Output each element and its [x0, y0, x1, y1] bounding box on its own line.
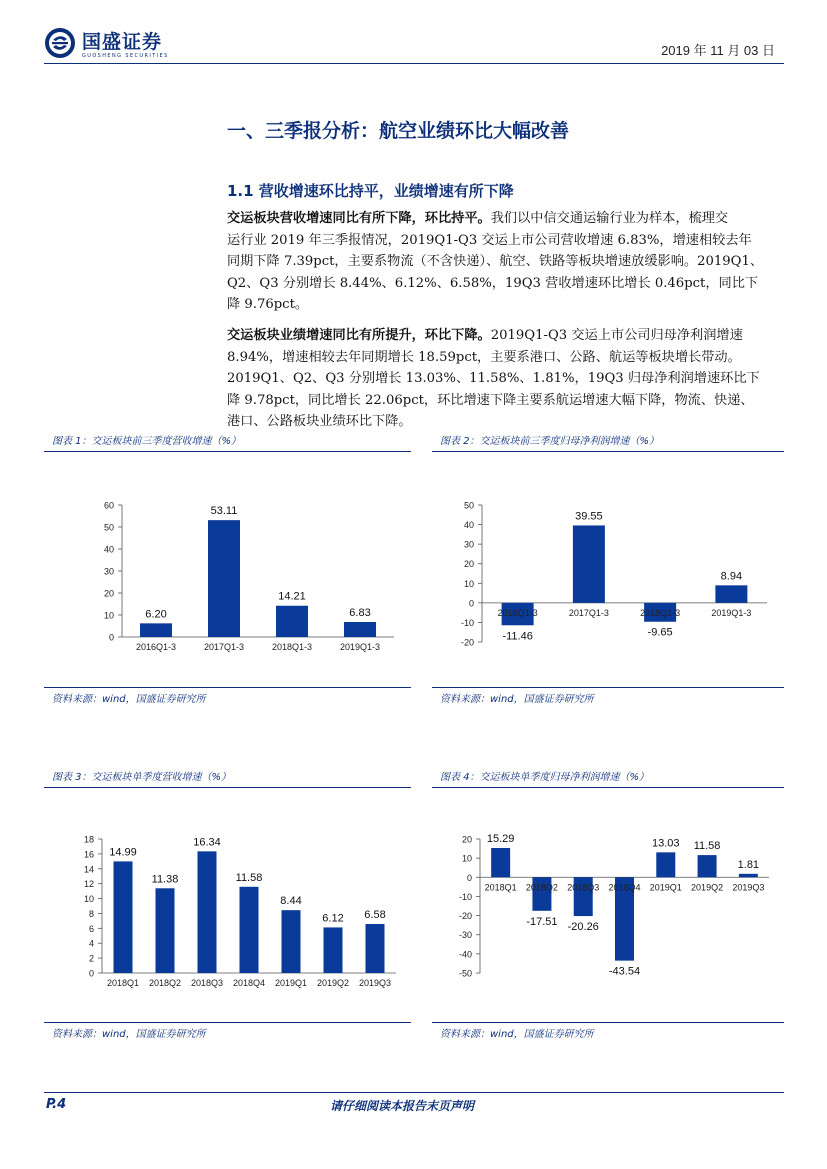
bar-2019Q1 [282, 910, 301, 973]
data-label: 6.58 [364, 909, 386, 922]
brand-logo-icon [44, 27, 76, 59]
y-tick-label: 8 [88, 908, 94, 919]
figure-2-title-rule [432, 451, 784, 452]
figure-3-title-rule [44, 787, 411, 788]
figure-4-source: 资料来源：wind，国盛证券研究所 [440, 1029, 594, 1040]
report-date: 2019 年 11 月 03 日 [661, 43, 775, 58]
data-label: 16.34 [193, 836, 221, 849]
paragraph-profit-line: 港口、公路板块业绩环比下降。 [227, 414, 412, 429]
bar-2017Q1-3 [208, 520, 240, 637]
y-tick-label: 0 [88, 968, 94, 979]
data-label: 8.44 [280, 895, 302, 908]
y-tick-label: 0 [468, 598, 474, 609]
y-tick-label: 0 [108, 632, 114, 643]
chart-revenue-quarterly [44, 791, 411, 1021]
paragraph-profit-lead: 交运板块业绩增速同比有所提升，环比下降。 [227, 328, 491, 343]
x-tick-label: 2018Q4 [232, 978, 266, 988]
data-label: 14.21 [278, 590, 306, 603]
x-tick-label: 2018Q1-3 [640, 607, 681, 618]
y-tick-label: 4 [88, 938, 94, 949]
y-tick-label: 12 [83, 879, 94, 890]
y-tick-label: -10 [460, 617, 474, 628]
data-label: 11.58 [693, 840, 721, 853]
bar-2019Q3 [366, 924, 385, 973]
data-label: 6.83 [349, 606, 371, 619]
y-tick-label: -10 [458, 891, 472, 902]
x-tick-label: 2019Q2 [691, 882, 724, 893]
y-tick-label: 10 [461, 853, 472, 864]
paragraph-profit-line: 降 9.78pct，同比增长 22.06pct，环比增速下降主要系航运增速大幅下降，物流、快递、 [227, 392, 754, 408]
x-tick-label: 2019Q1 [649, 882, 682, 893]
paragraph-revenue [227, 208, 782, 316]
paragraph-revenue-text: 我们以中信交通运输行业为样本，梳理交 [490, 211, 729, 226]
x-tick-label: 2018Q1 [484, 882, 517, 893]
data-label: 14.99 [109, 846, 137, 859]
x-tick-label: 2019Q1-3 [711, 607, 752, 618]
bar-2018Q1 [114, 861, 133, 973]
bar-2018Q1 [491, 848, 510, 877]
brand-logo [44, 22, 174, 64]
y-tick-label: 10 [463, 578, 474, 589]
x-tick-label: 2018Q3 [190, 978, 224, 988]
paragraph-profit-line: 2019Q1、Q2、Q3 分别增长 13.03%、11.58%、1.81%，19Q3 归母净利润增速环比下 [227, 371, 760, 386]
y-tick-label: -40 [458, 949, 472, 960]
section-subtitle: 1.1 营收增速环比持平，业绩增速有所下降 [227, 182, 514, 200]
data-label: -17.51 [526, 915, 558, 928]
x-tick-label: 2018Q2 [525, 882, 558, 893]
bar-2018Q2 [156, 888, 175, 973]
x-tick-label: 2019Q1 [274, 978, 308, 988]
bar-2017Q1-3 [573, 525, 605, 602]
paragraph-revenue-line: 运行业 2019 年三季报情况，2019Q1-Q3 交运上市公司营收增速 6.83%，增速相较去年 [227, 232, 752, 248]
bar-2018Q1-3 [276, 606, 308, 637]
y-tick-label: 50 [463, 500, 474, 511]
y-tick-label: 60 [103, 500, 114, 511]
brand-subtitle: GUOSHENG SECURITIES [82, 53, 169, 59]
y-tick-label: 40 [103, 544, 114, 555]
x-tick-label: 2017Q1-3 [568, 607, 609, 618]
bar-2018Q4 [240, 887, 259, 973]
data-label: 11.38 [151, 873, 179, 886]
y-tick-label: -30 [458, 930, 472, 941]
chart-revenue-ytd [44, 455, 411, 685]
paragraph-revenue-line: 降 9.76pct。 [227, 297, 309, 312]
data-label: 13.03 [652, 837, 680, 850]
bar-2018Q3 [198, 851, 217, 973]
section-title: 一、三季报分析：航空业绩环比大幅改善 [227, 120, 570, 142]
x-tick-label: 2018Q1-3 [271, 642, 313, 652]
bar-2019Q1-3 [344, 622, 376, 637]
y-tick-label: 2 [88, 953, 94, 964]
y-tick-label: 50 [103, 522, 114, 533]
y-tick-label: 16 [83, 849, 94, 860]
y-tick-label: 6 [88, 923, 94, 934]
paragraph-profit-line: 8.94%，增速相较去年同期增长 18.59pct，主要系港口、公路、航运等板块增长带动。 [227, 349, 741, 365]
figure-4-source-rule [432, 1022, 784, 1023]
bar-2019Q2 [698, 855, 717, 877]
x-tick-label: 2019Q3 [358, 978, 392, 988]
y-tick-label: -50 [458, 968, 472, 979]
figure-1-title-rule [44, 451, 411, 452]
chart-profit-quarterly [432, 791, 784, 1021]
data-label: 15.29 [486, 833, 515, 846]
y-tick-label: 40 [463, 520, 474, 531]
figure-1-source: 资料来源：wind，国盛证券研究所 [52, 694, 206, 705]
paragraph-profit-text: 2019Q1-Q3 交运上市公司归母净利润增速 [490, 328, 743, 343]
bar-2019Q2 [324, 927, 343, 973]
data-label: -20.26 [567, 921, 599, 934]
figure-1-source-rule [44, 687, 411, 688]
data-label: -11.46 [502, 630, 533, 643]
bar-2019Q3 [739, 874, 758, 877]
x-tick-label: 2019Q2 [316, 978, 350, 988]
data-label: 39.55 [575, 510, 603, 523]
x-tick-label: 2019Q3 [732, 882, 765, 893]
y-tick-label: 20 [103, 588, 114, 599]
x-tick-label: 2018Q2 [148, 978, 182, 988]
paragraph-revenue-lead: 交运板块营收增速同比有所下降，环比持平。 [227, 211, 491, 226]
page-number: P.4 [46, 1097, 67, 1112]
bar-2019Q1 [656, 852, 675, 877]
y-tick-label: 30 [463, 539, 474, 550]
figure-2-title: 图表 2：交运板块前三季度归母净利润增速（%） [440, 436, 660, 447]
x-tick-label: 2016Q1-3 [135, 642, 177, 652]
footer-divider [44, 1092, 784, 1093]
data-label: -9.65 [647, 626, 673, 639]
y-tick-label: -20 [460, 637, 474, 648]
header-divider [44, 63, 784, 64]
figure-3-source-rule [44, 1022, 411, 1023]
x-tick-label: 2018Q4 [608, 882, 641, 893]
y-tick-label: 18 [83, 834, 94, 845]
figure-4-title-rule [432, 787, 784, 788]
bar-2016Q1-3 [140, 623, 172, 637]
paragraph-profit [227, 325, 782, 433]
data-label: 1.81 [737, 858, 760, 871]
x-tick-label: 2018Q1 [106, 978, 140, 988]
x-tick-label: 2017Q1-3 [203, 642, 245, 652]
figure-4-title: 图表 4：交运板块单季度归母净利润增速（%） [440, 772, 650, 783]
y-tick-label: -20 [458, 911, 472, 922]
data-label: 6.20 [145, 608, 167, 621]
chart-profit-ytd [432, 455, 784, 685]
figure-3-source: 资料来源：wind，国盛证券研究所 [52, 1029, 206, 1040]
data-label: 53.11 [210, 505, 238, 518]
x-tick-label: 2018Q3 [567, 882, 600, 893]
x-tick-label: 2016Q1-3 [497, 607, 538, 618]
y-tick-label: 0 [466, 872, 472, 883]
footer-disclaimer: 请仔细阅读本报告末页声明 [330, 1099, 475, 1113]
y-tick-label: 10 [83, 894, 94, 905]
y-tick-label: 10 [103, 610, 114, 621]
data-label: 8.94 [720, 570, 743, 583]
y-tick-label: 14 [83, 864, 94, 875]
y-tick-label: 20 [463, 559, 474, 570]
bar-2019Q1-3 [715, 585, 747, 602]
paragraph-revenue-line: Q2、Q3 分别增长 8.44%、6.12%、6.58%，19Q3 营收增速环比增长 0.46pct，同比下 [227, 275, 759, 291]
x-tick-label: 2019Q1-3 [339, 642, 381, 652]
data-label: 11.58 [235, 871, 263, 884]
data-label: 6.12 [322, 912, 344, 925]
paragraph-revenue-line: 同期下降 7.39pct，主要系物流（不含快递）、航空、铁路等板块增速放缓影响。2019Q1、 [227, 254, 764, 269]
y-tick-label: 30 [103, 566, 114, 577]
data-label: -43.54 [608, 965, 641, 978]
brand-name: 国盛证券 [82, 31, 163, 53]
figure-2-source-rule [432, 687, 784, 688]
figure-2-source: 资料来源：wind，国盛证券研究所 [440, 694, 594, 705]
y-tick-label: 20 [461, 834, 472, 845]
figure-1-title: 图表 1：交运板块前三季度营收增速（%） [52, 436, 242, 447]
figure-3-title: 图表 3：交运板块单季度营收增速（%） [52, 772, 232, 783]
